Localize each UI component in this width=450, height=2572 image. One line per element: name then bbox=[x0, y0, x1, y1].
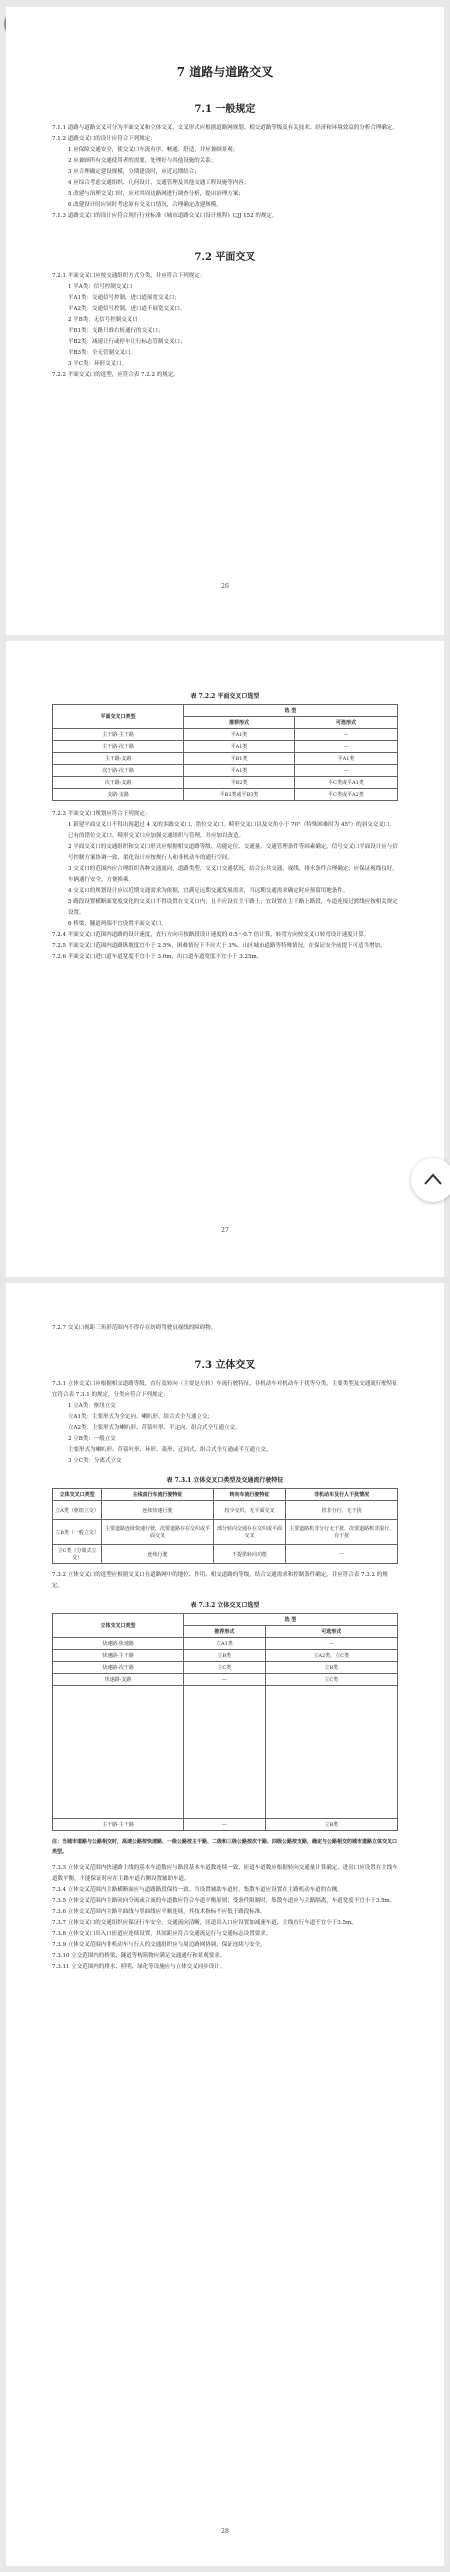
table-cell: 平B2类 bbox=[184, 777, 295, 789]
table-cell: — bbox=[294, 765, 397, 777]
paragraph: 立A1类：主要形式为全定向、喇叭形、组合式全互通立交； bbox=[68, 1414, 213, 1420]
table-cell: 较少交织、无平面交叉 bbox=[213, 1501, 285, 1520]
document-page-2 bbox=[6, 641, 444, 1277]
paragraph: 平A1类：交通信号控制，进口道展宽交叉口； bbox=[68, 295, 180, 301]
table-row bbox=[53, 1520, 398, 1545]
section-title-7-1: 7.1 一般规定 bbox=[194, 104, 256, 115]
table-row bbox=[53, 741, 398, 753]
table-cell: 平A1类 bbox=[184, 729, 295, 741]
table-cell: 部分转向交通存在交织或平面交叉 bbox=[213, 1520, 285, 1545]
paragraph: 立A2类：主要形式为喇叭形、苜蓿叶形、半定向、组合式全互通立交。 bbox=[68, 1425, 241, 1431]
paragraph: 7.3.5 立体交叉范围内主路同向分流或合流的车道数应符合车道平衡原则；受条件限制时，集散车道应与主路隔离，车道宽度不宜小于3.5m。 bbox=[52, 1898, 396, 1904]
paragraph: 7.2.3 平面交叉口规划应符合下列规定： bbox=[52, 811, 151, 817]
table-cell: 立B类 bbox=[265, 1819, 397, 1831]
paragraph: 2 平B类：无信号控制交叉口 bbox=[68, 317, 138, 323]
table-header-cell: 可选形式 bbox=[294, 717, 397, 729]
table-cell: 次干路-次干路 bbox=[53, 765, 184, 777]
paragraph: 1 应保障交通安全，使交叉口车流有序、畅通、舒适，并应兼顾景观； bbox=[68, 147, 239, 153]
table-cell: 立B类（一般立交） bbox=[53, 1520, 102, 1545]
table-cell: 立A1类 bbox=[184, 1638, 266, 1650]
paragraph: 平B1类：支路只准右转通行的交叉口； bbox=[68, 328, 164, 334]
table-row bbox=[53, 1501, 398, 1520]
section-7-3-body bbox=[52, 1379, 398, 1467]
paragraph: 7.3.7 立体交叉口的交通组织应保证行车安全，交通流向清晰，匝道出入口应设置加减速车道，主线直行车道不宜小于3.5m。 bbox=[52, 1920, 357, 1926]
table-row bbox=[53, 777, 398, 789]
table-row bbox=[53, 1650, 398, 1662]
table-header-cell: 立体交叉口类型 bbox=[53, 1489, 102, 1501]
paragraph: 1 平A类：信号控制交叉口 bbox=[68, 284, 133, 290]
table-cell: 平B1类 bbox=[184, 753, 295, 765]
paragraph: 7.2.2 平面交叉口的选型，应符合表 7.2.2 的规定。 bbox=[52, 372, 179, 378]
table-caption: 表 7.2.2 平面交叉口选型 bbox=[190, 693, 260, 700]
table-caption: 表 7.3.1 立体交叉口类型及交通流行驶特征 bbox=[166, 1477, 284, 1484]
chevron-up-icon bbox=[423, 1172, 443, 1186]
table-cell bbox=[184, 1686, 266, 1819]
paragraph: 主要形式为喇叭形、苜蓿叶形、环形、菱形、迂回式、组合式全互通或半互通立交。 bbox=[68, 1447, 272, 1453]
table-header-cell: 推荐形式 bbox=[184, 1626, 266, 1638]
paragraph: 1 立A类：枢纽立交 bbox=[68, 1403, 116, 1409]
table-row bbox=[53, 765, 398, 777]
document-page-1 bbox=[6, 7, 444, 635]
section-7-3-body-continued bbox=[52, 1863, 398, 1973]
table-cell: — bbox=[294, 729, 397, 741]
intersection-type-table bbox=[52, 704, 398, 801]
table-cell: 平A1类 bbox=[184, 765, 295, 777]
table-cell: 主干路-支路 bbox=[53, 753, 184, 765]
table-header-cell: 推荐形式 bbox=[184, 717, 295, 729]
table-header-row bbox=[53, 1489, 398, 1501]
table-cell: 立B类 bbox=[265, 1662, 397, 1674]
paragraph: 7.3.11 立交范围内的排水、照明、绿化等设施应与立体交叉同步设计。 bbox=[52, 1964, 226, 1970]
table-cell: 不提供转向功能 bbox=[213, 1545, 285, 1564]
paragraph: 7.2.4 平面交叉口范围内道路的设计速度，直行方向可按路段设计速度的 0.5～0.7 倍计算，转弯方向按交叉口转弯设计速度计算。 bbox=[52, 932, 370, 938]
paragraph: 7.3.8 立体交叉口出入口匝道应连续设置，其间距应符合交通流运行与交通标志设置要求。 bbox=[52, 1931, 272, 1937]
table-cell bbox=[265, 1686, 397, 1819]
document-page-3 bbox=[6, 1283, 444, 2566]
table-cell: 次干路-支路 bbox=[53, 777, 184, 789]
paragraph: 7.3.9 立体交叉范围内非机动车与行人的交通组织应与周边路网协调，保证连续与安全。 bbox=[52, 1942, 266, 1948]
table-cell: 立C类 bbox=[265, 1674, 397, 1686]
chapter-title: 7 道路与道路交叉 bbox=[176, 65, 274, 79]
table-header-row bbox=[53, 705, 398, 717]
table-header-cell: 平面交叉口类型 bbox=[53, 705, 184, 729]
paragraph: 3 立C类：分离式立交 bbox=[68, 1458, 122, 1464]
table-cell: 平A1类 bbox=[294, 753, 397, 765]
table-header-cell: 立体交叉口类型 bbox=[53, 1614, 184, 1638]
paragraph: 5 改建与治理交叉口时，应对其周边路网进行调查分析，提出治理方案； bbox=[68, 191, 244, 197]
table-cell: 连续快速行驶 bbox=[102, 1501, 214, 1520]
table-cell: 主干路-主干路 bbox=[53, 1819, 184, 1831]
paragraph: 7.3.10 立交范围内的桥梁、隧道等构筑物应满足交通通行和景观要求。 bbox=[52, 1953, 226, 1959]
table-cell: 连续行驶 bbox=[102, 1545, 214, 1564]
table-cell: — bbox=[184, 1674, 266, 1686]
paragraph: 2 应兼顾所有交通使用者的需要，处理好与其他设施的关系； bbox=[68, 158, 217, 164]
paragraph: 4 应综合考虑交通组织、几何设计、交通管理及其他交通工程设施等内容； bbox=[68, 180, 250, 186]
paragraph: 7.3.6 立体交叉范围内主路平曲线与竖曲线应平顺连续，其技术指标不应低于路段标准。 bbox=[52, 1909, 266, 1915]
paragraph: 5 路段设置横断面宽度变化的交叉口不得设置在交叉口内；且不应设在主干路上；宜设置在主干路上路段，车道连接过渡线应按相关规定设置。 bbox=[68, 899, 398, 916]
table-cell: — bbox=[294, 741, 397, 753]
table-cell: 立C类（分离式立交） bbox=[53, 1545, 102, 1564]
table-cell: 立A类（枢纽立交） bbox=[53, 1501, 102, 1520]
table-cell: 机非分行，无干扰 bbox=[286, 1501, 398, 1520]
paragraph: 平A2类：交通信号控制，进口道不展宽交叉口。 bbox=[68, 306, 186, 312]
table-header-cell: 选 型 bbox=[184, 705, 398, 717]
table-cell: 主干路-主干路 bbox=[53, 729, 184, 741]
table-cell: 主要道路连续快速行驶，次要道路存在交织或平面交叉 bbox=[102, 1520, 214, 1545]
table-cell: 支路-支路 bbox=[53, 789, 184, 801]
table-cell: 快速路-次干路 bbox=[53, 1662, 184, 1674]
table-cell: 平A1类 bbox=[184, 741, 295, 753]
table-cell: 快速路-支路 bbox=[53, 1674, 184, 1686]
paragraph: 3 应合理确定建设规模，分期建设时，应近远期结合； bbox=[68, 169, 200, 175]
table-row bbox=[53, 729, 398, 741]
interchange-type-table bbox=[52, 1488, 398, 1564]
paragraph: 7.2.7 交叉口视距三角形范围内不得存在妨碍驾驶员视线的障碍物。 bbox=[52, 1325, 217, 1331]
section-title-7-3: 7.3 立体交叉 bbox=[194, 1360, 256, 1371]
table-header-cell: 主线直行车流行驶特征 bbox=[102, 1489, 214, 1501]
table-cell: 立B类 bbox=[184, 1650, 266, 1662]
table-row bbox=[53, 1545, 398, 1564]
paragraph: 6 改建设计时应同时考虑原有交叉口情况，合理确定改建规模。 bbox=[68, 202, 222, 208]
page-number: 28 bbox=[221, 2528, 229, 2535]
paragraph: 1 新建平面交叉口不得出现超过 4 叉的多路交叉口、错位交叉口、畸形交叉口以及交角小于 70°（特殊困难时为 45°）的斜交交叉口。已有的错位交叉口、畸形交叉口应加强交通组织与管理，并应加以改造。 bbox=[68, 822, 395, 839]
section-title-7-2: 7.2 平面交叉 bbox=[194, 252, 256, 263]
table-cell: 平C类或平A1类 bbox=[294, 777, 397, 789]
paragraph: 7.3.3 立体交叉范围内快速路主线的基本车道数应与路段基本车道数连续一致，匝道车道数应根据转向交通量计算确定，进出口应设置在主线车道数平衡，不能保证时应在主路车道右侧设置辅助车道。 bbox=[52, 1865, 398, 1882]
table-row bbox=[53, 753, 398, 765]
paragraph: 平B2类：减速让行或停车让行标志管制交叉口； bbox=[68, 339, 186, 345]
paragraph: 7.3.2 立体交叉口的选型应根据交叉口在道路网中的地位、作用、相交道路的等级，结合交通需求和控制条件确定，并应符合表 7.3.2 的规定。 bbox=[52, 1572, 388, 1589]
table-row bbox=[53, 1819, 398, 1831]
table-header-cell: 选 型 bbox=[184, 1614, 398, 1626]
table-caption: 表 7.3.2 立体交叉口选型 bbox=[190, 1602, 260, 1609]
interchange-selection-table bbox=[52, 1613, 398, 1831]
table-row bbox=[53, 1686, 398, 1819]
scroll-to-top-button[interactable] bbox=[411, 1158, 450, 1202]
page-number: 27 bbox=[221, 1227, 229, 1234]
paragraph: 7.1.3 道路交叉口的设计应符合现行行业标准《城市道路交叉口设计规程》CJJ 152 的规定。 bbox=[52, 213, 278, 219]
table-cell: — bbox=[265, 1638, 397, 1650]
paragraph: 7.2.1 平面交叉口应按交通组织方式分类，并应符合下列规定： bbox=[52, 273, 206, 279]
section-7-2-body-continued bbox=[52, 809, 398, 963]
table-row bbox=[53, 789, 398, 801]
table-row bbox=[53, 1638, 398, 1650]
table-cell: 平B2类或平B3类 bbox=[184, 789, 295, 801]
paragraph: 2 立B类：一般立交 bbox=[68, 1436, 116, 1442]
paragraph: 3 交叉口的范围内应合理组织各种交通流向，道路类型、交叉口交通状况、结合公共交通、视线、排水条件合理确定，应保证视线良好，车辆通行安全，方便换乘。 bbox=[68, 866, 398, 883]
table-cell bbox=[53, 1686, 184, 1819]
table-cell: 快速路-快速路 bbox=[53, 1638, 184, 1650]
paragraph: 平B3类：全无管制交叉口。 bbox=[68, 350, 137, 356]
table-header-cell: 可选形式 bbox=[265, 1626, 397, 1638]
paragraph: 7.1.1 道路与道路交叉可分为平面交叉和立体交叉，交叉形式应根据道路网规划、相交道路等级及有关技术、经济和环境效益的分析合理确定。 bbox=[52, 125, 398, 131]
section-7-1-body bbox=[52, 123, 398, 222]
table-header-cell: 非机动车及行人干扰情况 bbox=[286, 1489, 398, 1501]
paragraph: 4 交叉口的规划设计应以近期交通需求为依据，宜满足远期交通发展需求，当远期交通需求确定时应预留用地条件。 bbox=[68, 888, 349, 894]
page-number: 26 bbox=[221, 583, 229, 590]
table-header-cell: 转向车流行驶特征 bbox=[213, 1489, 285, 1501]
table-cell: 主要道路机非分行无干扰，次要道路机非混行、有干扰 bbox=[286, 1520, 398, 1545]
table-note: 注：当城市道路与公路相交时，高速公路按快速路、一级公路按主干路、二级和三级公路按次干路、四级公路按支路，确定与公路相交的城市道路立体交叉口类型。 bbox=[52, 1839, 398, 1855]
table-cell: — bbox=[184, 1819, 266, 1831]
paragraph: 7.2.6 平面交叉口进口道车道宽度不宜小于 3.0m，出口道车道宽度不宜小于 3.25m。 bbox=[52, 954, 263, 960]
paragraph: 3 平C类：环形交叉口。 bbox=[68, 361, 127, 367]
table-row bbox=[53, 1662, 398, 1674]
paragraph: 7.2.5 平面交叉口范围内道路纵坡度宜小于 2.5%，困难情况下不应大于 3%，山区城市道路等特殊情况，在保证安全前提下可适当增加。 bbox=[52, 943, 386, 949]
table-cell: 主干路-次干路 bbox=[53, 741, 184, 753]
paragraph: 7.3.4 立体交叉范围内主路横断面应与道路路段保持一致。当设置辅助车道时，集散车道应设置在主路机动车道的右侧。 bbox=[52, 1887, 343, 1893]
table-cell: 立A2类、立C类 bbox=[265, 1650, 397, 1662]
table-cell: 平C类或平A2类 bbox=[294, 789, 397, 801]
table-row bbox=[53, 1674, 398, 1686]
paragraph: 7.3.1 立体交叉口应根据相交道路等级、直行及转向（主要是左转）车流行驶特征、非机动车对机动车干扰等分类，主要类型及交通流行驶特征宜符合表 7.3.1 的规定，分类应符合下列规定： bbox=[52, 1381, 398, 1398]
paragraph: 2 平面交叉口的交通组织和交叉口形式应根据相交道路等级、功能定位、交通量、交通管理条件等因素确定，信号交叉口平面设计应与信号控制方案协调一致，渠化设计应按规行人和非机动车的通行空间。 bbox=[68, 844, 398, 861]
section-7-2-body bbox=[52, 271, 398, 381]
paragraph: 6 桥梁、隧道两端不宜设置平面交叉口。 bbox=[68, 921, 167, 927]
paragraph: 7.1.2 道路交叉口的设计应符合下列规定： bbox=[52, 136, 156, 142]
table-cell: — bbox=[286, 1545, 398, 1564]
table-cell: 立C类 bbox=[184, 1662, 266, 1674]
table-cell: 快速路-主干路 bbox=[53, 1650, 184, 1662]
table-header-row bbox=[53, 1614, 398, 1626]
